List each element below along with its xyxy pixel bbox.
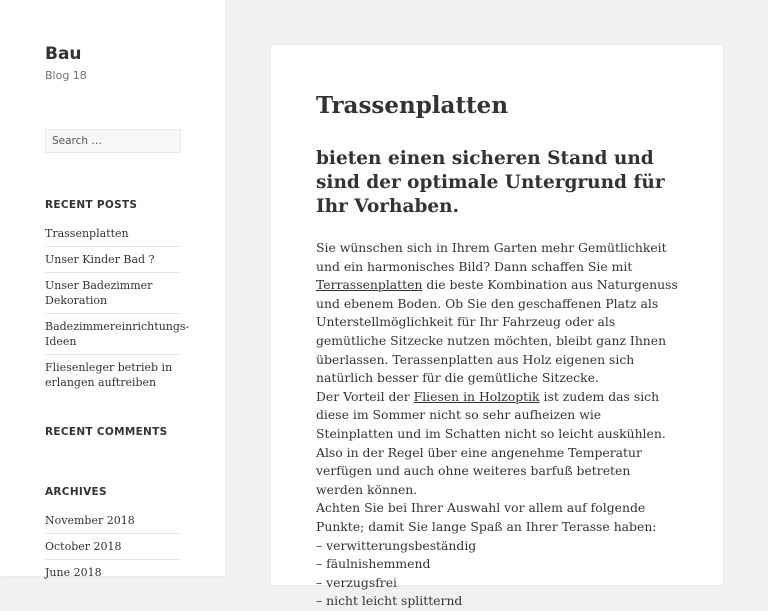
archive-link[interactable]: June 2018 [45, 566, 102, 579]
recent-post-link[interactable]: Unser Kinder Bad ? [45, 253, 155, 266]
bullet-item: – fäulnishemmend [316, 556, 431, 572]
list-item[interactable] [45, 247, 180, 273]
post-content [316, 239, 678, 611]
fliesen-holzoptik-link[interactable]: Fliesen in Holzoptik [413, 388, 540, 404]
bullet-item: – nicht leicht splitternd [316, 593, 463, 609]
archive-link[interactable]: October 2018 [45, 540, 122, 553]
recent-posts-title: RECENT POSTS [45, 199, 138, 211]
search-input[interactable] [45, 129, 181, 153]
archive-link[interactable]: November 2018 [45, 514, 135, 527]
list-item[interactable] [45, 221, 180, 247]
list-item[interactable] [45, 355, 180, 395]
list-item[interactable] [45, 273, 180, 314]
text: Sie wünschen sich in Ihrem Garten mehr Gemütlichkeit und ein harmonisches Bild? Dann schaffen Sie mit [316, 240, 667, 274]
sidebar [0, 0, 225, 579]
recent-comments-title: RECENT COMMENTS [45, 426, 168, 438]
list-item[interactable] [45, 560, 180, 585]
site-title[interactable]: Bau [45, 44, 82, 64]
list-item[interactable] [45, 534, 180, 560]
paragraph: Also in der Regel über eine angenehme Temperatur verfügen und auch ohne weiteres barfuß betreten werden können. [316, 444, 642, 497]
paragraph: Achten Sie bei Ihrer Auswahl vor allem auf folgende Punkte; damit Sie lange Spaß an Ihrer Terasse haben: [316, 500, 657, 534]
archives-list [45, 508, 180, 585]
list-item[interactable] [45, 314, 190, 355]
paragraph [316, 239, 678, 388]
text: die beste Kombination aus Naturgenuss und ebenem Boden. Ob Sie den geschaffenen Platz als Unterstellmöglichkeit für Ihr Fahrzeug oder als gemütliche Sitzecke nutzen möchten, bleibt ganz Ihnen überlassen. Terassenplatten aus Holz eigenen sich natürlich besser für die gemütliche Sitzecke. [316, 277, 678, 386]
text: ist zudem das sich diese im Sommer nicht so sehr aufheizen wie Steinplatten und im Schatten nicht so leicht auskühlen. [316, 388, 666, 441]
site-description: Blog 18 [45, 69, 87, 82]
recent-posts-list [45, 221, 190, 395]
post-title: Trassenplatten [316, 92, 509, 119]
recent-post-link[interactable]: Fliesenleger betrieb in erlangen auftreiben [45, 361, 173, 389]
post-article [271, 45, 723, 609]
recent-post-link[interactable]: Unser Badezimmer Dekoration [45, 279, 153, 307]
recent-post-link[interactable]: Trassenplatten [45, 227, 129, 240]
paragraph [316, 388, 678, 444]
list-item[interactable] [45, 508, 180, 534]
text: Der Vorteil der [316, 388, 414, 404]
bullet-item: – verzugsfrei [316, 574, 397, 590]
recent-post-link[interactable]: Badezimmereinrichtungs-Ideen [45, 320, 190, 348]
archives-title: ARCHIVES [45, 486, 107, 498]
bullet-item: – verwitterungsbeständig [316, 537, 477, 553]
terrassenplatten-link[interactable]: Terrassenplatten [316, 277, 423, 293]
post-subtitle: bieten einen sicheren Stand und sind der optimale Untergrund für Ihr Vorhaben. [316, 148, 665, 217]
